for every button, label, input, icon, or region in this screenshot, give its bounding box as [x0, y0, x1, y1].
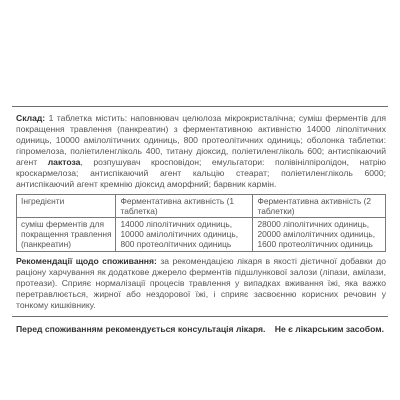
table-cell-line: суміш ферментів для	[21, 219, 104, 229]
table-header-one-tablet: Ферментативна активність (1 таблетка)	[116, 195, 253, 218]
product-label	[12, 106, 388, 334]
table-header-ingredients: Інгредієнти	[17, 195, 116, 218]
footer	[16, 324, 384, 334]
table-header-row	[17, 195, 386, 218]
table-cell-ingredient	[17, 218, 116, 252]
table-cell-line: 20000 амілолітичних одиниць,	[257, 229, 376, 239]
table-cell-line: 14000 ліполітичних одиниць,	[120, 219, 233, 229]
composition-paragraph	[16, 113, 386, 190]
composition-label: Склад:	[16, 113, 46, 123]
footer-consult-note: Перед споживанням рекомендується консультація лікаря.	[16, 324, 266, 334]
table-cell-one-tablet	[116, 218, 253, 252]
usage-label: Рекомендації щодо споживання:	[16, 256, 157, 266]
composition-text-after: , розпушувач кросповідон; емульгатори: полівінілпіролідон, натрію кроскармелоза; антиспікаючий агент кальцію стеарат; поліетиленгліколь 6000; антиспікаючий агент кремнію діоксид аморфний; барвник кармін.	[16, 157, 386, 189]
top-divider	[12, 106, 388, 107]
usage-paragraph	[16, 256, 386, 311]
composition-text: 1 таблетка містить: наповнювач целюлоза мікрокристалічна; суміш ферментів для покращення травлення (панкреатин) з ферментативною активністю 14000 ліполітичних одиниць, 10000 амілолітичних одиниць, 800 протеолітичних одиниць; оболонка таблетки: гіпромелоза, поліетиленгліколь 400, титану діоксид, поліетиленгліколь 600; антиспікаючий агент	[16, 113, 386, 167]
table-cell-line: (панкреатин)	[21, 239, 71, 249]
table-cell-line: покращення травлення	[21, 229, 112, 239]
bottom-divider	[12, 316, 388, 317]
usage-text: за рекомендацією лікаря в якості дієтичної добавки до раціону харчування як додаткове джерело ферментів підшлункової залози (ліпази, амілази, протеази). Сприяє нормалізації процесів травлення у випадках вживання їжі, яка важко перетравлюється, жирної або нездорової їжі, і сприяє засвоєнню корисних речовин у тонкому кишківнику.	[16, 256, 386, 310]
table-cell-line: 1600 протеолітичних одиниць	[257, 239, 373, 249]
table-cell-line: 10000 амілолітичних одиниць,	[120, 229, 239, 239]
table-header-two-tablets: Ферментативна активність (2 таблетки)	[253, 195, 386, 218]
table-row	[17, 218, 386, 252]
footer-not-medicine-note: Не є лікарським засобом.	[274, 324, 384, 334]
table-cell-two-tablets	[253, 218, 386, 252]
table-cell-line: 28000 ліполітичних одиниць,	[257, 219, 370, 229]
table-cell-line: 800 протеолітичних одиниць	[120, 239, 232, 249]
composition-bold-word: лактоза	[47, 157, 81, 167]
enzyme-table	[16, 194, 386, 252]
